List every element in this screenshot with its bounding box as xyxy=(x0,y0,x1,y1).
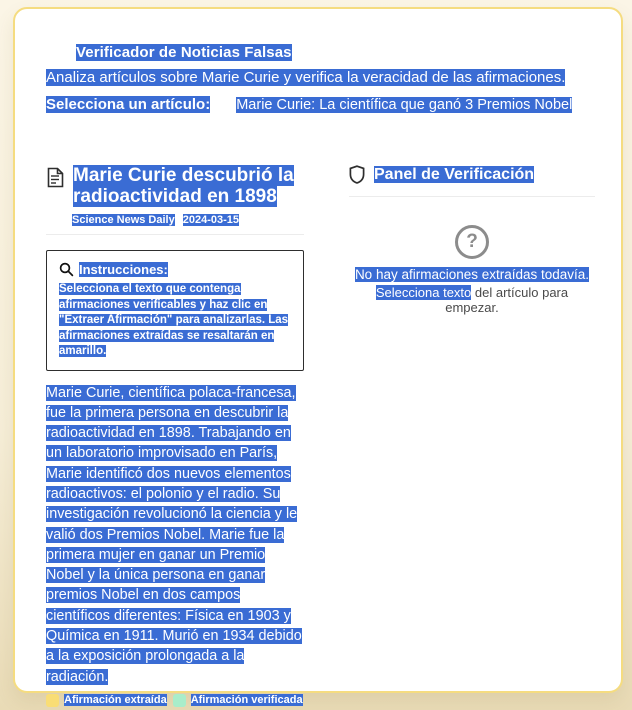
empty-state-message: No hay afirmaciones extraídas todavía. xyxy=(354,267,590,282)
page-subtitle xyxy=(46,69,591,86)
panel-title: Panel de Verificación xyxy=(374,165,535,183)
instructions-title: Instrucciones: xyxy=(79,262,168,277)
article-select[interactable]: Marie Curie: La científica que ganó 3 Premios Nobel xyxy=(236,96,573,113)
instructions-body: Selecciona el texto que contenga afirmaciones verificables y haz clic en "Extraer Afirmación" para analizarlas. Las afirmaciones extraídas se resaltarán en amarillo. xyxy=(59,283,289,357)
page-subtitle-text: Analiza artículos sobre Marie Curie y verifica la veracidad de las afirmaciones. xyxy=(46,69,566,86)
verification-panel xyxy=(349,165,595,707)
main-content xyxy=(46,165,591,707)
article-selector-row xyxy=(46,96,591,113)
article-header xyxy=(46,165,304,207)
highlight-legend xyxy=(46,694,304,707)
magnifier-icon xyxy=(59,262,74,277)
shield-icon xyxy=(349,165,365,184)
page-title xyxy=(46,44,591,61)
instructions-box xyxy=(46,250,304,371)
instructions-header xyxy=(59,262,293,277)
empty-state-hint-rest: del artículo para empezar. xyxy=(445,285,569,315)
panel-divider xyxy=(349,196,595,197)
verified-legend-label: Afirmación verificada xyxy=(190,694,303,707)
app-card xyxy=(13,7,623,707)
panel-header xyxy=(349,165,595,184)
question-icon: ? xyxy=(455,225,489,259)
verified-color-swatch xyxy=(173,694,186,707)
page-title-text: Verificador de Noticias Falsas xyxy=(76,44,292,61)
article-select-label: Selecciona un artículo: xyxy=(46,96,211,113)
legend-item-extracted xyxy=(46,694,167,707)
empty-state-hint: Selecciona texto del artículo para empezar. xyxy=(375,285,569,315)
document-icon xyxy=(46,167,65,188)
source-badge: Science News Daily xyxy=(72,214,175,226)
article-body-text[interactable]: Marie Curie, científica polaca-francesa, fue la primera persona en descubrir la radioactividad en 1898. Trabajando en un laboratorio improvisado en París, Marie identificó dos nuevos elementos radioactivos: el polonio y el radio. Su investigación revolucionó la ciencia y le valió dos Premios Nobel. Marie fue la primera mujer en ganar un Premio Nobel y la única persona en ganar premios Nobel en dos campos científicos diferentes: Física en 1903 y Química en 1911. Murió en 1934 debido a la exposición prolongada a la radiación. xyxy=(46,384,302,685)
article-column xyxy=(46,165,304,707)
extracted-color-swatch xyxy=(46,694,59,707)
date-badge: 2024-03-15 xyxy=(182,214,240,226)
article-badges xyxy=(72,214,304,226)
extracted-legend-label: Afirmación extraída xyxy=(64,694,167,707)
article-divider xyxy=(46,234,304,235)
legend-item-verified xyxy=(173,694,303,707)
empty-state xyxy=(349,225,595,315)
article-title: Marie Curie descubrió la radioactividad en 1898 xyxy=(73,165,294,207)
